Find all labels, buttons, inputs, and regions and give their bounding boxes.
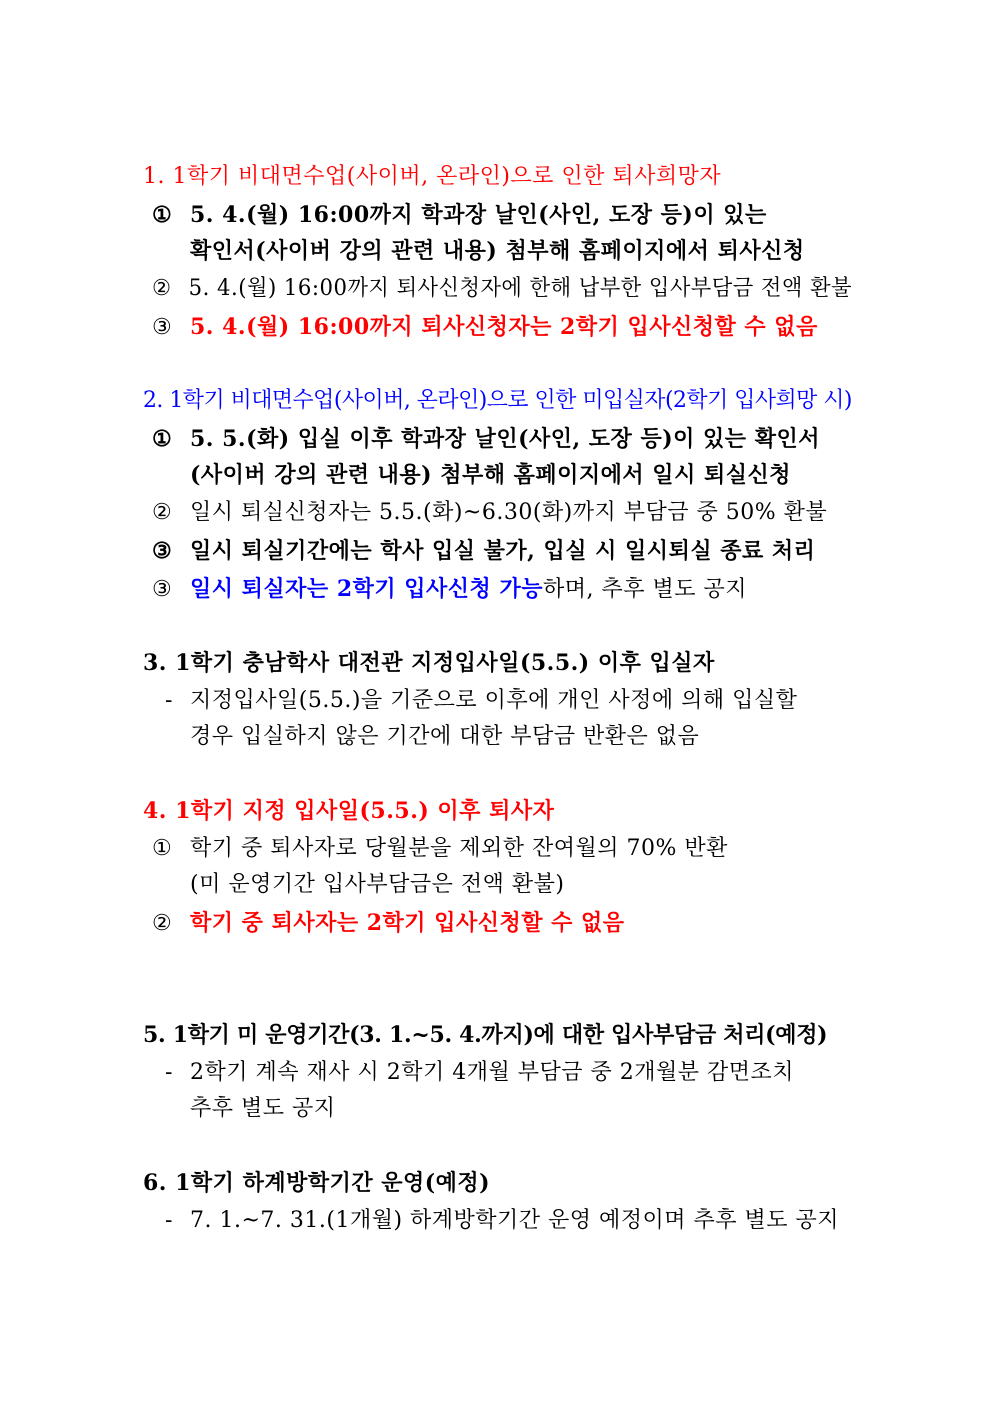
dash-marker: - bbox=[165, 1208, 173, 1233]
section-2-item-1 bbox=[152, 424, 820, 454]
section-3-detail-1-continued: 경우 입실하지 않은 기간에 대한 부담금 반환은 없음 bbox=[190, 724, 700, 749]
item-text: 학기 중 퇴사자는 2학기 입사신청할 수 없음 bbox=[190, 910, 625, 936]
item-marker: ② bbox=[152, 911, 173, 936]
section-1-heading: 1. 1학기 비대면수업(사이버, 온라인)으로 인한 퇴사희망자 bbox=[143, 164, 722, 189]
item-marker: ① bbox=[152, 202, 173, 228]
item-text: 5. 4.(월) 16:00까지 퇴사신청자는 2학기 입사신청할 수 없음 bbox=[190, 314, 818, 340]
detail-text: 지정입사일(5.5.)을 기준으로 이후에 개인 사정에 의해 입실할 bbox=[190, 688, 798, 713]
detail-text: 7. 1.~7. 31.(1개월) 하계방학기간 운영 예정이며 추후 별도 공지 bbox=[190, 1208, 840, 1233]
section-2-item-4 bbox=[152, 574, 747, 605]
item-marker: ③ bbox=[152, 577, 173, 602]
section-3-detail-1 bbox=[165, 686, 797, 716]
dash-marker: - bbox=[165, 1060, 173, 1085]
item-marker: ① bbox=[152, 836, 173, 861]
section-4-item-1-continued: (미 운영기간 입사부담금은 전액 환불) bbox=[190, 872, 565, 897]
item-text-rest: 하며, 추후 별도 공지 bbox=[542, 577, 747, 602]
section-1-item-1 bbox=[152, 200, 767, 230]
item-text: 학기 중 퇴사자로 당월분을 제외한 잔여월의 70% 반환 bbox=[190, 836, 728, 861]
section-2-item-2 bbox=[152, 498, 827, 528]
item-marker: ② bbox=[152, 276, 172, 301]
section-2-heading: 2. 1학기 비대면수업(사이버, 온라인)으로 인한 미입실자(2학기 입사희망 시) bbox=[143, 388, 852, 413]
item-marker: ② bbox=[152, 500, 173, 525]
section-3-heading: 3. 1학기 충남학사 대전관 지정입사일(5.5.) 이후 입실자 bbox=[143, 650, 715, 676]
section-4-item-1 bbox=[152, 834, 728, 864]
section-4-item-2 bbox=[152, 908, 625, 939]
item-text: 일시 퇴실신청자는 5.5.(화)~6.30(화)까지 부담금 중 50% 환불 bbox=[190, 500, 828, 525]
item-text: 5. 4.(월) 16:00까지 학과장 날인(사인, 도장 등)이 있는 bbox=[190, 202, 767, 228]
section-5-detail-1-continued: 추후 별도 공지 bbox=[190, 1096, 336, 1121]
item-text-highlight: 일시 퇴실자는 2학기 입사신청 가능 bbox=[190, 576, 543, 602]
item-text: 일시 퇴실기간에는 학사 입실 불가, 입실 시 일시퇴실 종료 처리 bbox=[190, 538, 816, 564]
section-4-heading: 4. 1학기 지정 입사일(5.5.) 이후 퇴사자 bbox=[143, 798, 555, 824]
item-marker: ① bbox=[152, 426, 173, 452]
section-5-heading: 5. 1학기 미 운영기간(3. 1.~5. 4.까지)에 대한 입사부담금 처리(예정) bbox=[143, 1022, 828, 1048]
section-5-detail-1 bbox=[165, 1058, 794, 1088]
section-2-item-1-continued: (사이버 강의 관련 내용) 첨부해 홈페이지에서 일시 퇴실신청 bbox=[190, 462, 791, 488]
section-2-item-3 bbox=[152, 536, 815, 566]
section-1-item-3 bbox=[152, 312, 818, 343]
dash-marker: - bbox=[165, 688, 173, 713]
item-marker: ③ bbox=[152, 315, 173, 340]
detail-text: 2학기 계속 재사 시 2학기 4개월 부담금 중 2개월분 감면조치 bbox=[190, 1060, 794, 1085]
section-1-item-2 bbox=[152, 274, 852, 304]
item-text: 5. 4.(월) 16:00까지 퇴사신청자에 한해 납부한 입사부담금 전액 환불 bbox=[188, 276, 853, 301]
item-marker: ③ bbox=[152, 538, 173, 564]
section-1-item-1-continued: 확인서(사이버 강의 관련 내용) 첨부해 홈페이지에서 퇴사신청 bbox=[190, 238, 805, 264]
section-6-detail-1 bbox=[165, 1206, 839, 1236]
section-6-heading: 6. 1학기 하계방학기간 운영(예정) bbox=[143, 1170, 491, 1196]
item-text: 5. 5.(화) 입실 이후 학과장 날인(사인, 도장 등)이 있는 확인서 bbox=[190, 426, 820, 452]
